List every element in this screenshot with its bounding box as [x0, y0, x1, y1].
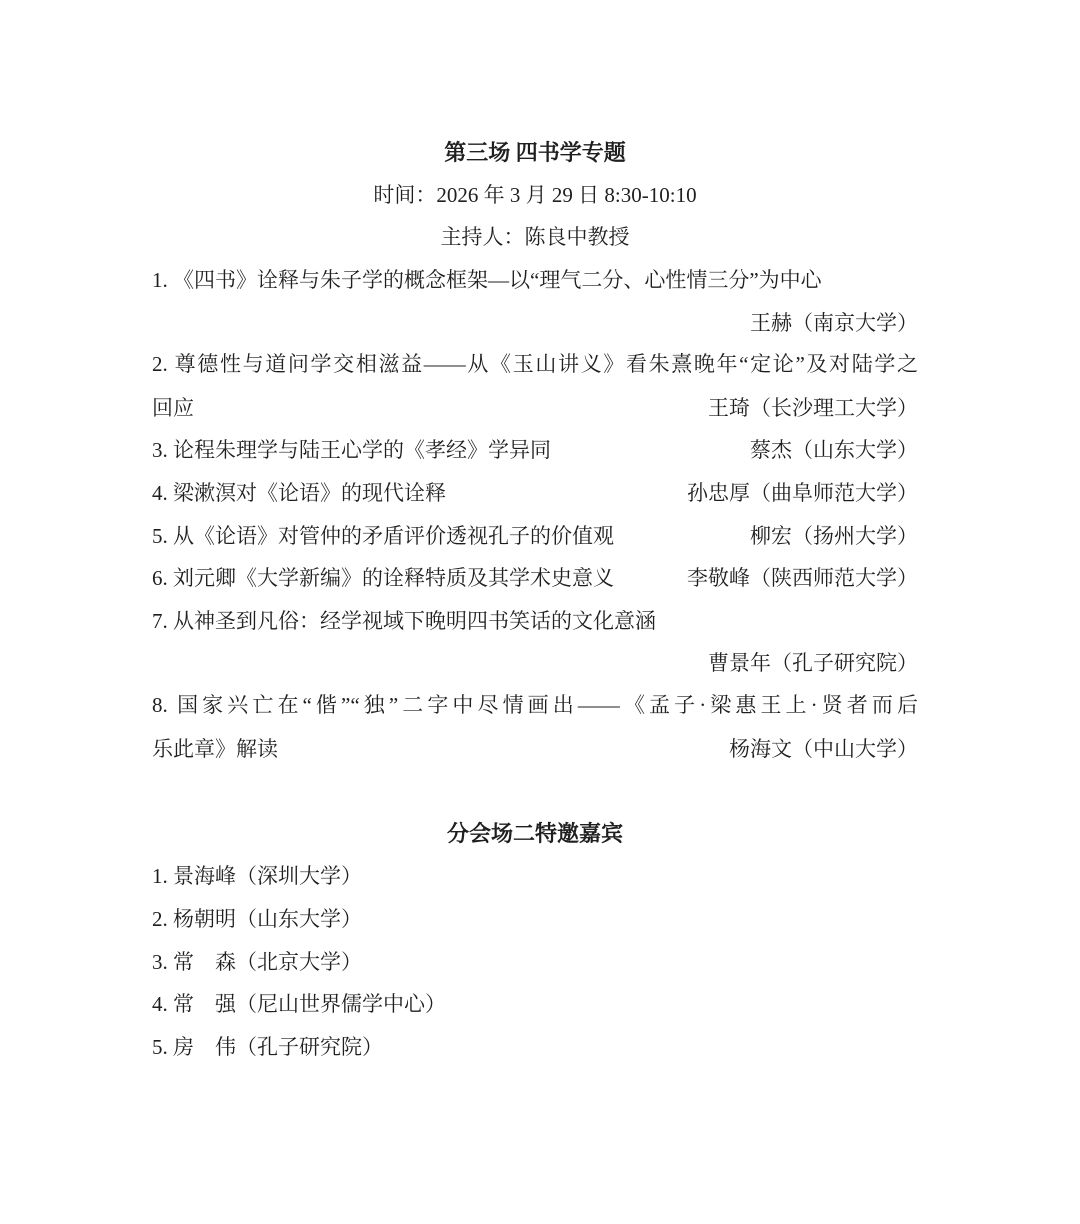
guest-name-text: 4. 常 强（尼山世界儒学中心） [152, 992, 446, 1017]
agenda-item-title-text: 4. 梁漱溟对《论语》的现代诠释 [152, 481, 446, 506]
agenda-item-7-author [152, 641, 918, 684]
agenda-item-title-text: 6. 刘元卿《大学新编》的诠释特质及其学术史意义 [152, 566, 614, 591]
guests-section-title-text: 分会场二特邀嘉宾 [446, 821, 623, 847]
agenda-item-6 [152, 556, 918, 599]
agenda-item-author-text: 杨海文（中山大学） [729, 736, 918, 761]
guest-item-1 [152, 854, 918, 897]
agenda-item-8-title [152, 684, 918, 727]
guest-name-text: 1. 景海峰（深圳大学） [152, 864, 362, 889]
agenda-item-7-title [152, 599, 918, 642]
agenda-item-author-text: 王赫（南京大学） [750, 310, 918, 335]
document-content [152, 130, 918, 1067]
agenda-item-2-title [152, 343, 918, 386]
agenda-item-title-text: 3. 论程朱理学与陆王心学的《孝经》学异同 [152, 438, 551, 463]
session-host [152, 215, 918, 258]
guests-section-title [152, 812, 918, 855]
agenda-item-title-text: 1. 《四书》诠释与朱子学的概念框架—以“理气二分、心性情三分”为中心 [152, 268, 822, 293]
agenda-item-author-text: 曹景年（孔子研究院） [708, 651, 918, 676]
agenda-item-title-text: 7. 从神圣到凡俗：经学视域下晚明四书笑话的文化意涵 [152, 608, 656, 633]
guest-name-text: 2. 杨朝明（山东大学） [152, 906, 362, 931]
agenda-item-title-text: 5. 从《论语》对管仲的矛盾评价透视孔子的价值观 [152, 523, 614, 548]
guest-item-5 [152, 1024, 918, 1067]
agenda-item-5 [152, 513, 918, 556]
session-time-text: 时间：2026 年 3 月 29 日 8:30-10:10 [373, 182, 697, 207]
agenda-item-title-text: 回应 [152, 395, 194, 420]
guest-item-3 [152, 939, 918, 982]
agenda-item-author-text: 蔡杰（山东大学） [750, 438, 918, 463]
session-time [152, 173, 918, 216]
agenda-item-8-continuation [152, 726, 918, 769]
agenda-item-3 [152, 428, 918, 471]
agenda-item-author-text: 李敬峰（陕西师范大学） [687, 566, 918, 591]
agenda-item-2-continuation [152, 386, 918, 429]
session-title [152, 130, 918, 173]
agenda-item-4 [152, 471, 918, 514]
agenda-item-author-text: 孙忠厚（曲阜师范大学） [687, 481, 918, 506]
guest-item-2 [152, 897, 918, 940]
agenda-item-title-text: 2. 尊德性与道问学交相滋益——从《玉山讲义》看朱熹晚年“定论”及对陆学之 [152, 351, 918, 376]
agenda-item-author-text: 王琦（长沙理工大学） [708, 395, 918, 420]
section-gap [152, 769, 918, 812]
guest-item-4 [152, 982, 918, 1025]
session-title-text: 第三场 四书学专题 [444, 139, 626, 165]
guest-name-text: 3. 常 森（北京大学） [152, 949, 362, 974]
guest-name-text: 5. 房 伟（孔子研究院） [152, 1034, 383, 1059]
agenda-item-title-text: 8. 国家兴亡在“偕”“独”二字中尽情画出——《孟子·梁惠王上·贤者而后 [152, 692, 918, 717]
agenda-item-author-text: 柳宏（扬州大学） [750, 523, 918, 548]
session-host-text: 主持人：陈良中教授 [440, 225, 630, 250]
agenda-item-1-title [152, 258, 918, 301]
agenda-item-title-text: 乐此章》解读 [152, 736, 278, 761]
agenda-item-1-author [152, 300, 918, 343]
